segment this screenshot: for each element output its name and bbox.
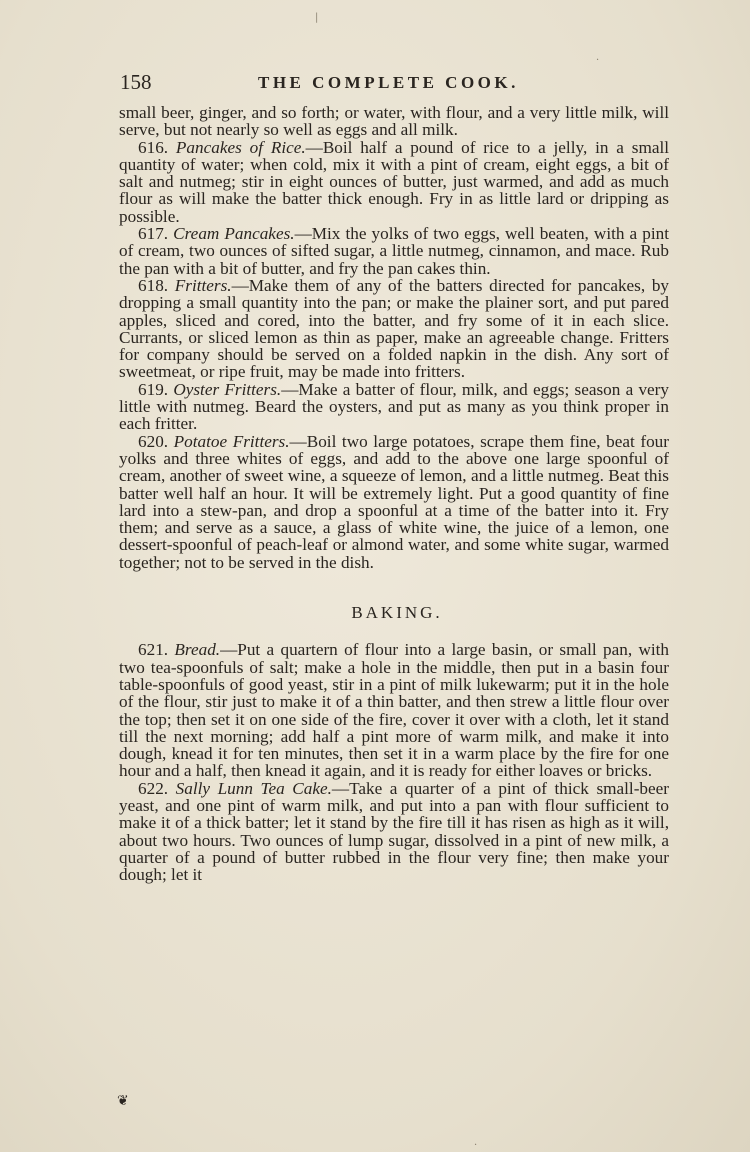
- recipe-title: Fritters.: [174, 275, 232, 295]
- recipe-number: 621.: [138, 640, 169, 660]
- recipe-text: —Boil half a pound of rice to a jelly, in a small quantity of water; when cold, mix it with a pint of cream, eight eggs, a bit of salt and nutmeg; stir in eight ounces of butter, just warmed, and add as much flour as will make the batter thick enough. Fry in as little lard or dripping as possible.: [119, 137, 669, 226]
- recipe-620: [119, 433, 669, 571]
- recipe-title: Oyster Fritters.: [173, 379, 282, 399]
- paragraph-text: small beer, ginger, and so forth; or water, with flour, and a very little milk, will serve, but not nearly so well as eggs and all milk.: [119, 103, 669, 140]
- recipe-616: [119, 139, 669, 225]
- recipe-text: —Boil two large potatoes, scrape them fine, beat four yolks and three whites of eggs, and add to the above one large spoonful of cream, another of sweet wine, a squeeze of lemon, and a little nutmeg. Beat this batter well half an hour. It will be extremely light. Put a good quantity of fine lard into a stew-pan, and drop a spoonful at a time of the batter into it. Fry them; and serve as a sauce, a glass of white wine, the juice of a lemon, one dessert-spoonful of peach-leaf or almond water, and some white sugar, warmed together; not to be served in the dish.: [119, 431, 669, 572]
- recipe-number: 618.: [138, 275, 169, 295]
- paper-speck: |: [315, 12, 319, 23]
- paper-speck: ·: [596, 55, 600, 66]
- recipe-text: —Take a quarter of a pint of thick small-beer yeast, and one pint of warm milk, and put into a pan with flour sufficient to make it of a thick batter; let it stand by the fire till it has risen as high as it will, about two hours. Two ounces of lump sugar, dissolved in a pint of new milk, a quarter of a pound of butter rubbed in the flour very fine; then make your dough; let it: [119, 778, 669, 885]
- page-number: 158: [120, 70, 152, 94]
- recipe-title: Pancakes of Rice.: [175, 137, 306, 157]
- recipe-number: 620.: [138, 431, 169, 451]
- page-body: [119, 104, 669, 883]
- recipe-text: —Put a quartern of flour into a large basin, or small pan, with two tea-spoonfuls of salt; make a hole in the middle, then put in a basin four table-spoonfuls of good yeast, stir in a pint of milk lukewarm; put it in the hole of the flour, stir just to make it of a thin batter, and then strew a little flour over the top; then set it on one side of the fire, cover it over with a cloth, let it stand till the next morning; add half a pint more of warm milk, and make it into dough, knead it for ten minutes, then set it in a warm place by the fire for one hour and a half, then knead it again, and it is ready for either loaves or bricks.: [119, 640, 669, 781]
- recipe-621: [119, 641, 669, 779]
- paragraph-continuation: [119, 104, 669, 139]
- recipe-title: Cream Pancakes.: [173, 224, 295, 244]
- recipe-text: —Make a batter of flour, milk, and eggs; season a very little with nutmeg. Beard the oysters, and put as many as you think proper in each fritter.: [119, 379, 669, 434]
- recipe-number: 619.: [138, 379, 169, 399]
- recipe-619: [119, 381, 669, 433]
- leaf-ornament-icon: ❦: [117, 1093, 129, 1109]
- paper-speck: ·: [474, 1140, 478, 1151]
- recipe-number: 616.: [138, 137, 169, 157]
- recipe-number: 622.: [138, 778, 169, 798]
- recipe-618: [119, 277, 669, 381]
- section-heading-baking: BAKING.: [351, 603, 443, 623]
- recipe-title: Bread.: [174, 640, 221, 660]
- recipe-title: Potatoe Fritters.: [173, 431, 290, 451]
- recipe-text: —Make them of any of the batters directed for pancakes, by dropping a small quantity into the pan; or make the plainer sort, and put pared apples, sliced and cored, into the batter, and fry some of it in each slice. Currants, or sliced lemon as thin as paper, make an agreeable change. Fritters for company should be served on a folded napkin in the dish. Any sort of sweetmeat, or ripe fruit, may be made into fritters.: [119, 275, 670, 382]
- recipe-number: 617.: [138, 224, 169, 244]
- recipe-622: [119, 780, 669, 884]
- recipe-title: Sally Lunn Tea Cake.: [175, 778, 332, 798]
- page-header: [120, 70, 668, 98]
- recipe-text: —Mix the yolks of two eggs, well beaten, with a pint of cream, two ounces of sifted sugar, a little nutmeg, cinnamon, and mace. Rub the pan with a bit of butter, and fry the pan cakes thin.: [119, 224, 669, 278]
- running-head: THE COMPLETE COOK.: [258, 73, 519, 92]
- recipe-617: [119, 225, 669, 277]
